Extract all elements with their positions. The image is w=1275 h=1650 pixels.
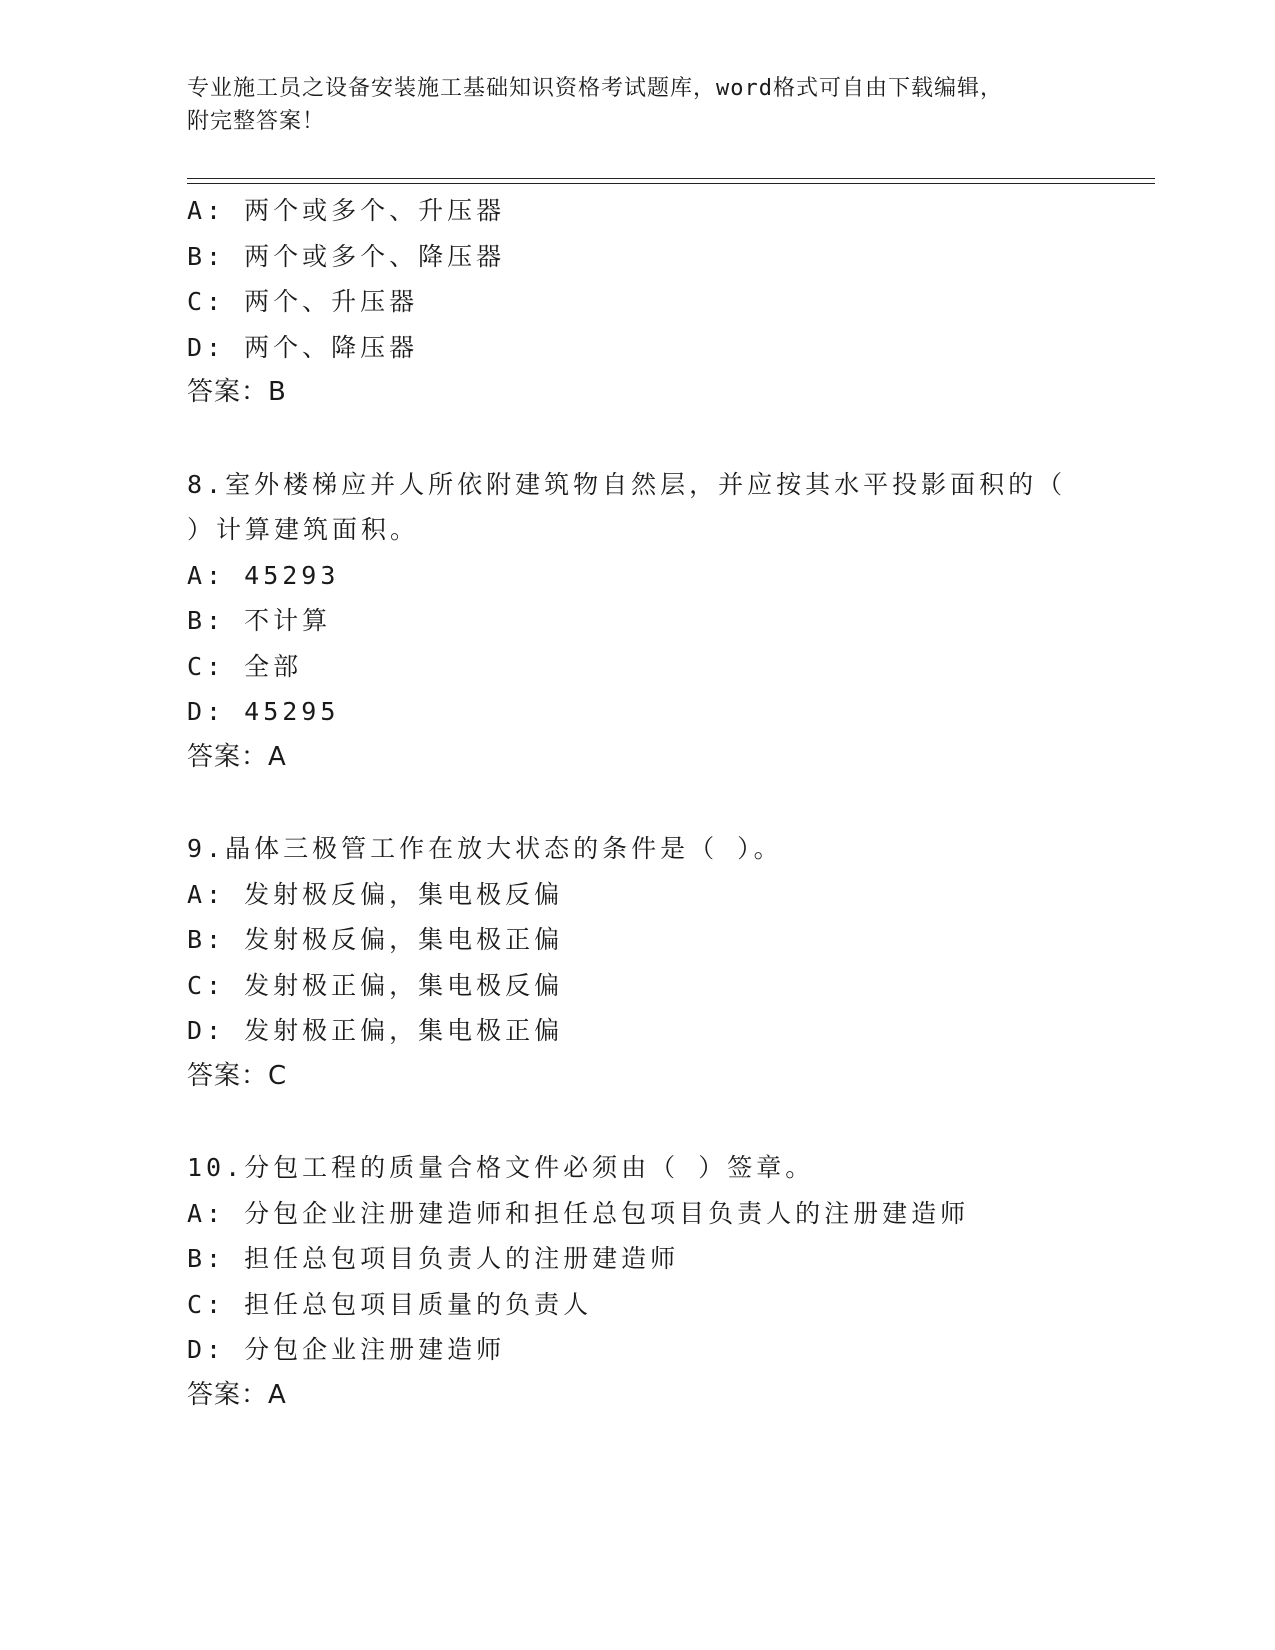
answer-line: 答案：B <box>187 377 287 407</box>
option-a: A: 两个或多个、升压器 <box>187 196 506 225</box>
option-b: B: 担任总包项目负责人的注册建造师 <box>187 1244 680 1273</box>
option-c: C: 担任总包项目质量的负责人 <box>187 1289 593 1319</box>
option-b: B: 不计算 <box>187 606 332 635</box>
question-8 <box>187 462 1147 781</box>
question-text: 9.晶体三极管工作在放大状态的条件是（ ）。 <box>187 834 783 863</box>
option-c: C: 发射极正偏，集电极反偏 <box>187 970 564 1000</box>
question-9 <box>187 826 1147 1099</box>
option-a: A: 45293 <box>187 560 340 590</box>
question-text: 10.分包工程的质量合格文件必须由（ ）签章。 <box>187 1153 815 1182</box>
option-d: D: 发射极正偏，集电极正偏 <box>187 1016 564 1045</box>
header-line-1: 专业施工员之设备安装施工基础知识资格考试题库，word格式可自由下载编辑， <box>187 76 1003 101</box>
question-10 <box>187 1145 1147 1418</box>
header-divider-top <box>187 178 1155 179</box>
previous-question-options <box>187 188 1147 416</box>
header-line-2: 附完整答案！ <box>187 109 326 134</box>
option-b: B: 两个或多个、降压器 <box>187 241 506 271</box>
header-divider-bottom <box>187 183 1155 184</box>
answer-line: 答案：A <box>187 741 287 772</box>
question-list <box>187 188 1147 1418</box>
answer-line: 答案：A <box>187 1379 287 1410</box>
option-a: A: 发射极反偏，集电极反偏 <box>187 879 564 909</box>
answer-line: 答案：C <box>187 1060 288 1091</box>
document-header <box>187 72 1087 138</box>
option-b: B: 发射极反偏，集电极正偏 <box>187 925 564 954</box>
option-a: A: 分包企业注册建造师和担任总包项目负责人的注册建造师 <box>187 1198 970 1228</box>
option-c: C: 两个、升压器 <box>187 287 419 316</box>
option-d: D: 两个、降压器 <box>187 332 419 362</box>
option-d: D: 分包企业注册建造师 <box>187 1335 506 1364</box>
question-text: 8.室外楼梯应并人所依附建筑物自然层，并应按其水平投影面积的（ ）计算建筑面积。 <box>187 469 1067 544</box>
option-d: D: 45295 <box>187 697 340 726</box>
option-c: C: 全部 <box>187 651 303 681</box>
